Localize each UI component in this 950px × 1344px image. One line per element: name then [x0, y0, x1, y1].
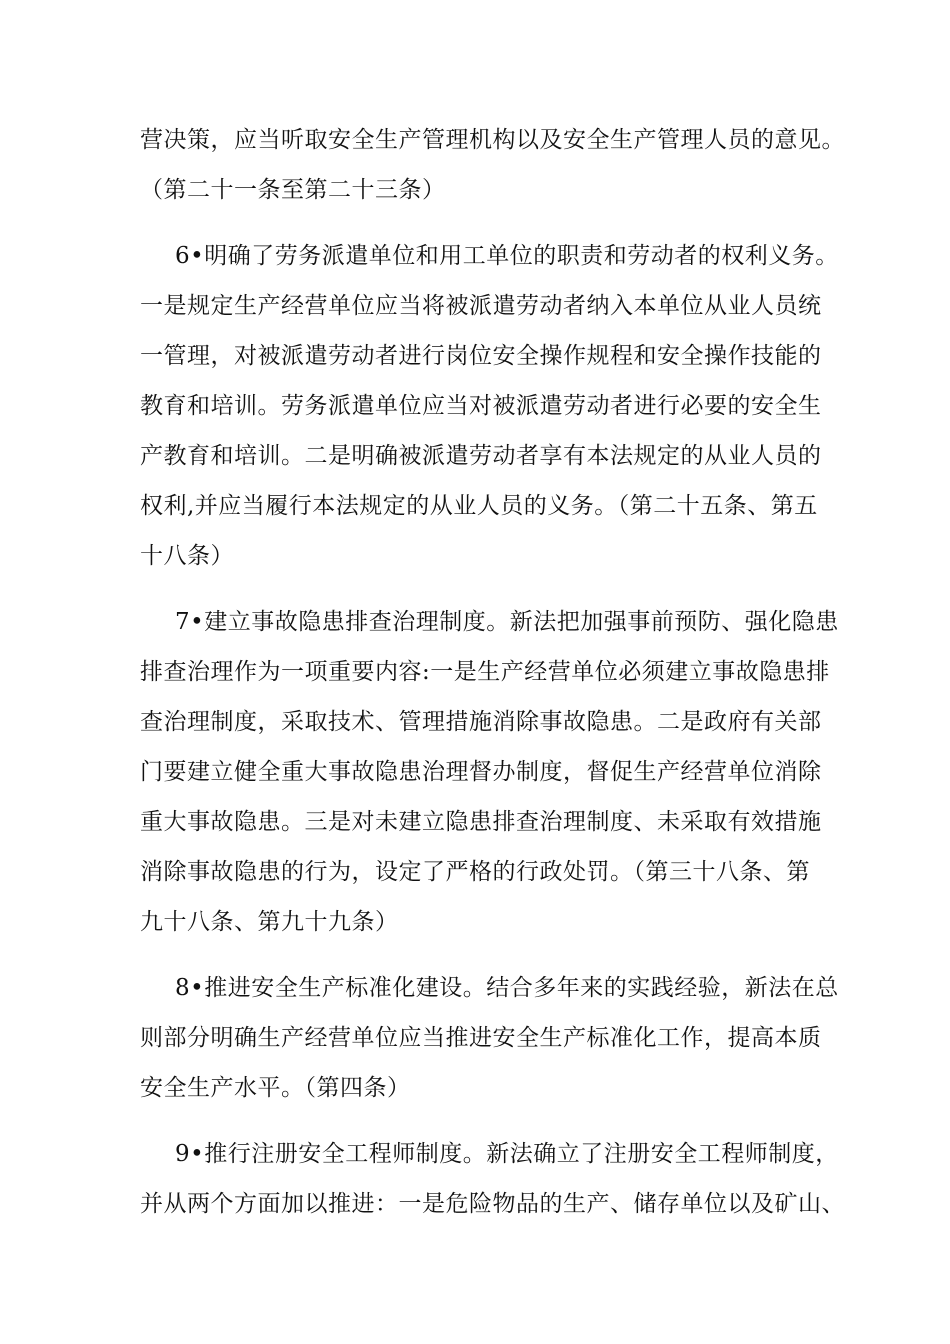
text-line: 营决策，应当听取安全生产管理机构以及安全生产管理人员的意见。 — [140, 127, 845, 153]
text-line: 门要建立健全重大事故隐患治理督办制度，督促生产经营单位消除 — [140, 759, 822, 785]
text-line: （第二十一条至第二十三条） — [140, 177, 446, 203]
text-line: 安全生产水平。（第四条） — [140, 1075, 411, 1101]
text-line: 重大事故隐患。三是对未建立隐患排查治理制度、未采取有效措施 — [140, 809, 822, 835]
text-line: 一是规定生产经营单位应当将被派遣劳动者纳入本单位从业人员统 — [140, 293, 822, 319]
text-line: 权利,并应当履行本法规定的从业人员的义务。（第二十五条、第五 — [140, 493, 818, 519]
paragraph-7-start: 7•建立事故隐患排查治理制度。新法把加强事前预防、强化隐患 — [175, 609, 839, 635]
text-line: 排查治理作为一项重要内容:一是生产经营单位必须建立事故隐患排 — [140, 659, 830, 685]
text-line: 并从两个方面加以推进：一是危险物品的生产、储存单位以及矿山、 — [140, 1191, 845, 1217]
text-line: 九十八条、第九十九条） — [140, 909, 399, 935]
text-line: 消除事故隐患的行为，设定了严格的行政处罚。（第三十八条、第 — [140, 859, 810, 885]
text-line: 则部分明确生产经营单位应当推进安全生产标准化工作，提高本质 — [140, 1025, 822, 1051]
text-line: 产教育和培训。二是明确被派遣劳动者享有本法规定的从业人员的 — [140, 443, 822, 469]
text-line: 教育和培训。劳务派遣单位应当对被派遣劳动者进行必要的安全生 — [140, 393, 822, 419]
text-line: 一管理，对被派遣劳动者进行岗位安全操作规程和安全操作技能的 — [140, 343, 822, 369]
paragraph-8-start: 8•推进安全生产标准化建设。结合多年来的实践经验，新法在总 — [175, 975, 839, 1001]
text-line: 查治理制度，采取技术、管理措施消除事故隐患。二是政府有关部 — [140, 709, 822, 735]
paragraph-6-start: 6•明确了劳务派遣单位和用工单位的职责和劳动者的权利义务。 — [175, 243, 839, 269]
text-line: 十八条） — [140, 543, 234, 569]
paragraph-9-start: 9•推行注册安全工程师制度。新法确立了注册安全工程师制度， — [175, 1141, 839, 1167]
